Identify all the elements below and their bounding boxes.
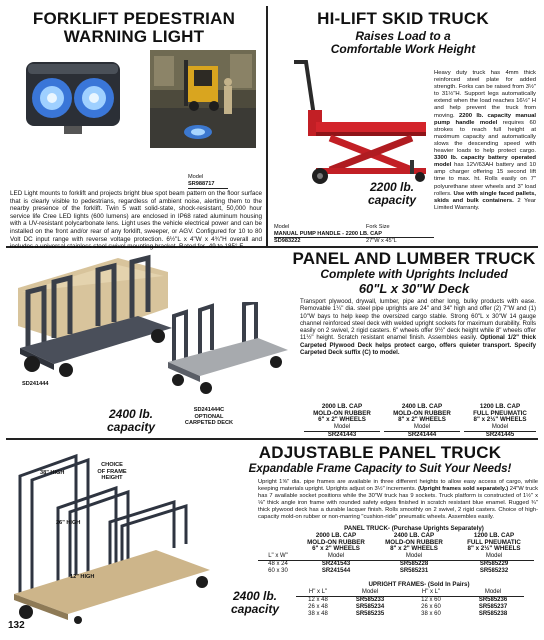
skid-desc-part1: Heavy duty truck has 4mm thick reinforced steel plate for added strength. Forks can be raised from 3½" to 31½"H. Support legs automatically extend when the load reaches 16½" H and help prevent the truck from moving. <box>434 70 536 119</box>
ap-col1-type: MOLD-ON RUBBER <box>307 538 365 546</box>
panel-lumber-subtitle: Complete with Uprights Included <box>320 267 508 281</box>
adjustable-description <box>258 479 538 520</box>
led-light-photo <box>14 56 132 136</box>
pl-col2-type: MOLD-ON RUBBER <box>393 409 451 417</box>
ap-row1-m3: SR585229 <box>479 560 509 567</box>
ap-col3-cap: 1200 LB. CAP <box>473 532 515 539</box>
ap-col2-cap: 2400 LB. CAP <box>393 532 435 539</box>
adjustable-panel-heading: PANEL TRUCK- (Purchase Uprights Separately) <box>344 525 484 532</box>
frames-row3-b: 38 x 60 <box>421 611 441 617</box>
frames-row2-b: 26 x 60 <box>421 604 441 610</box>
panel-lumber-title: PANEL AND LUMBER TRUCK <box>292 249 536 268</box>
frames-row2-a: 26 x 48 <box>308 604 328 610</box>
pl-col3-wheels: 8" x 2½" WHEELS <box>473 416 527 424</box>
pl-col3-type: FULL PNEUMATIC <box>473 409 527 417</box>
adjustable-capacity-line2: capacity <box>230 602 280 616</box>
panel-lumber-col-1 <box>304 404 380 439</box>
frames-col-b-model <box>462 589 524 618</box>
frames-row1-b: 12 x 60 <box>421 597 441 603</box>
pl-col2-cap: 2400 LB. CAP <box>401 403 443 410</box>
skid-desc-bold2: 3300 lb. capacity battery operated model <box>434 155 536 169</box>
adjustable-col-2 <box>374 533 454 575</box>
panel-lumber-desc-plain: Transport plywood, drywall, lumber, pipe and other long, bulky products with ease. Removable 1¼" dia. steel pipe uprights are 24" and 34" high and offer (2) 7"W and (1) 10"W bays to help keep the oversized cargo stable. Strong 60"L x 30"W 14 gauge channel reinforced steel deck with welded upright sockets for maximum durability. Rolls easily on 2 swivel, 2 rigid casters. 6" wheels offer 9½" deck height while 8" wheels offer 11½" height. Scratch resistant enamel finish. Assembles easily. <box>300 298 536 342</box>
pl-col2-model: SR241444 <box>407 431 437 438</box>
adjustable-label-choice <box>92 462 132 482</box>
ap-col3-wheels: 8" x 2½" WHEELS <box>467 545 521 553</box>
ap-col2-wheels: 8" x 2" WHEELS <box>390 545 438 553</box>
panel-lumber-description <box>300 298 536 356</box>
skid-truck-description <box>434 70 536 212</box>
skid-truck-photo <box>272 60 432 186</box>
adjustable-capacity <box>220 590 290 616</box>
skid-truck-table <box>274 224 434 245</box>
panel-lumber-col-3 <box>464 404 536 439</box>
panel-lumber-label-right-2: OPTIONAL <box>194 413 224 420</box>
frames-a-size-header: H" x L" <box>296 589 340 597</box>
warehouse-forklift-photo <box>150 50 256 148</box>
adjustable-lw-col <box>258 533 298 575</box>
skid-model: SD983222 <box>274 238 301 245</box>
skid-truck-subtitle-line1: Raises Load to a <box>355 29 451 43</box>
frames-row1-a: 12 x 48 <box>308 597 328 603</box>
frames-table <box>296 589 538 618</box>
panel-lumber-label-left: SD241444 <box>22 381 49 387</box>
panel-lumber-desc-bold: Optional 1/2" thick Carpeted Plywood Deck helps protect cargo, offers quieter transport. Specify Carpeted Deck suffix (C) to model. <box>300 334 536 357</box>
frames-b-model-header: Model <box>462 589 524 597</box>
adjustable-title: ADJUSTABLE PANEL TRUCK <box>258 443 502 462</box>
pl-col3-cap: 1200 LB. CAP <box>479 403 521 410</box>
forklift-light-model-label: Model <box>188 174 204 180</box>
pl-col1-wheels: 6" x 2" WHEELS <box>318 416 366 424</box>
skid-truck-subtitle <box>272 30 534 56</box>
skid-truck-capacity <box>352 181 432 207</box>
skid-truck-subtitle-line2: Comfortable Work Height <box>330 42 476 56</box>
frames-row3-am: SR585235 <box>355 611 385 617</box>
adjustable-desc-bold: (Upright frames sold separately.) <box>417 485 509 492</box>
skid-truck-capacity-line1: 2200 lb. <box>369 180 415 194</box>
frames-row2-bm: SR585237 <box>478 604 508 610</box>
skid-desc-bold1: 2200 lb. capacity manual pump handle model <box>434 112 536 126</box>
adjustable-label-26: 26" HIGH <box>56 520 81 526</box>
ap-col1-model-label: Model <box>298 553 374 561</box>
panel-lumber-col-2 <box>384 404 460 439</box>
forklift-light-model: SR988717 <box>188 181 228 189</box>
frames-row1-am: SR585233 <box>355 597 385 603</box>
pl-col1-model: SR241443 <box>327 431 357 438</box>
page-number: 132 <box>8 620 25 631</box>
panel-lumber-label-right-3: CARPETED DECK <box>184 420 234 427</box>
frames-row3-a: 38 x 48 <box>308 611 328 617</box>
skid-fork-size: 27"W x 45"L <box>366 238 397 245</box>
adjustable-label-choice-3: HEIGHT <box>101 475 123 482</box>
panel-lumber-model-table <box>304 404 536 439</box>
adjustable-label-38: 38" HIGH <box>40 470 65 476</box>
ap-col2-type: MOLD-ON RUBBER <box>385 538 443 546</box>
skid-desc-bold3: Use with single faced pallets, skids and bulk containers. <box>434 190 537 204</box>
skid-truck-capacity-line2: capacity <box>367 193 417 207</box>
adjustable-row2-size: 60 x 30 <box>268 568 288 574</box>
panel-lumber-capacity-line1: 2400 lb. <box>108 407 154 421</box>
adjustable-label-choice-1: CHOICE <box>101 462 123 468</box>
ap-col3-type: FULL PNEUMATIC <box>467 538 521 546</box>
pl-col3-model: SR241445 <box>485 431 515 438</box>
ap-row1-m1: SR241543 <box>321 560 351 567</box>
adjustable-label-12: 12" HIGH <box>70 574 95 580</box>
frames-heading: UPRIGHT FRAMES- (Sold In Pairs) <box>368 581 470 588</box>
ap-col1-wheels: 6" x 2" WHEELS <box>312 545 360 553</box>
adjustable-subtitle: Expandable Frame Capacity to Suit Your Needs! <box>248 463 512 475</box>
panel-lumber-label-right-1: SD241444C <box>193 407 225 413</box>
panel-lumber-size: 60"L x 30"W Deck <box>358 281 470 296</box>
forklift-light-title-line2: WARNING LIGHT <box>63 27 205 46</box>
skid-truck-title: HI-LIFT SKID TRUCK <box>317 9 489 28</box>
skid-desc-part2: requires 60 strokes to reach full height at maximum capacity and automatically slows the descending speed with heavier loads to help protect cargo. <box>434 119 536 155</box>
pl-col2-wheels: 8" x 2" WHEELS <box>398 416 446 424</box>
frames-row2-am: SR585234 <box>355 604 385 610</box>
adjustable-col-1 <box>298 533 374 575</box>
ap-row2-m1: SR241544 <box>321 567 351 574</box>
panel-truck-photo <box>8 252 178 378</box>
pl-col1-cap: 2000 LB. CAP <box>321 403 363 410</box>
vertical-divider-top <box>266 6 268 246</box>
adjustable-panel-table <box>258 533 538 575</box>
skid-desc-part3: has 12V/63AH battery and 10 amp charger offering 15 second lift time to max. ht. Rolls easily on 7" polyurethane steer wheels and 3" load rollers. <box>434 162 536 197</box>
frames-col-a-size <box>296 589 340 618</box>
ap-row2-m3: SR585232 <box>479 567 509 574</box>
frames-row1-bm: SR585236 <box>478 597 508 603</box>
adjustable-label-choice-2: OF FRAME <box>97 468 127 475</box>
frames-col-b-size <box>400 589 462 618</box>
ap-col3-model-label: Model <box>454 553 534 561</box>
panel-truck-carpeted-photo <box>160 302 294 398</box>
pl-col1-model-label: Model <box>304 424 380 432</box>
ap-col1-cap: 2000 LB. CAP <box>315 532 357 539</box>
adjustable-col-3 <box>454 533 534 575</box>
skid-model-col: Model <box>274 224 290 230</box>
skid-handle-row: MANUAL PUMP HANDLE - 2200 LB. CAP <box>274 231 434 239</box>
ap-col2-model-label: Model <box>374 553 454 561</box>
pl-col2-model-label: Model <box>384 424 460 432</box>
panel-lumber-capacity <box>96 408 166 434</box>
adjustable-row1-size: 48 x 24 <box>268 561 288 567</box>
frames-a-model-header: Model <box>340 589 400 597</box>
skid-desc-part4: 2 Year Limited Warranty. <box>434 197 536 211</box>
forklift-light-title <box>6 10 262 46</box>
forklift-light-description: LED Light mounts to forklift and projects bright blue spot beam pattern on the floor surface that is clearly visible to pedestrians, regardless of ambient noise, alerting them to the nearby presence of the forklift. Twin 5 watt solid-state, shock-resistant, 50,000 hour service life Cree LED lights (600 lumens) are enclosed in IP68 rated aluminum housing with a UV-resistant polycarbonate lens. Light uses the vehicle electrical power and can be installed on the front and/or rear of any forklift, sweeper, or AGV. Configured for 10 to 80 Volt DC input range with reverse voltage protection. 6½"L x 4"W x 4¾"H overall and includes a universal stainless steel swivel mounting bracket. Rated for -49 to 185° F. <box>10 190 262 251</box>
adjustable-desc-part1: Upright 1⅝" dia. pipe frames are available in three different heights to allow easy access of cargo, while keeping materials upright. Uprights adjust on 3½" increments. <box>258 479 538 492</box>
forklift-light-title-line1: FORKLIFT PEDESTRIAN <box>32 9 236 28</box>
panel-lumber-label-right <box>174 407 244 427</box>
ap-row2-m2: SR585231 <box>399 567 429 574</box>
frames-row3-bm: SR585238 <box>478 611 508 617</box>
adjustable-desc-part2: 24"W truck has 7 available socket positions while the 30"W truck has 9 sockets. Truck platform is constructed of 1½" x ⅛" thick angle iron frame with rounded safety edges finished in scratch resistant blue enamel. Rugged ¾" thick plywood deck has a durable lacquer finish. Rolls smoothly on 2 swivel, 2 rigid casters. Choice of high-capacity mold-on rubber or non-marring "cushion-ride" pneumatic wheels. Assembles easily. <box>258 485 538 520</box>
adjustable-capacity-line1: 2400 lb. <box>232 589 278 603</box>
pl-col1-type: MOLD-ON RUBBER <box>313 409 371 417</box>
adjustable-lw-header: L" x W" <box>258 553 298 561</box>
panel-lumber-capacity-line2: capacity <box>106 420 156 434</box>
skid-fork-col: Fork Size <box>366 224 390 230</box>
frames-col-a-model <box>340 589 400 618</box>
ap-row1-m2: SR585228 <box>399 560 429 567</box>
frames-b-size-header: H" x L" <box>400 589 462 597</box>
pl-col3-model-label: Model <box>464 424 536 432</box>
